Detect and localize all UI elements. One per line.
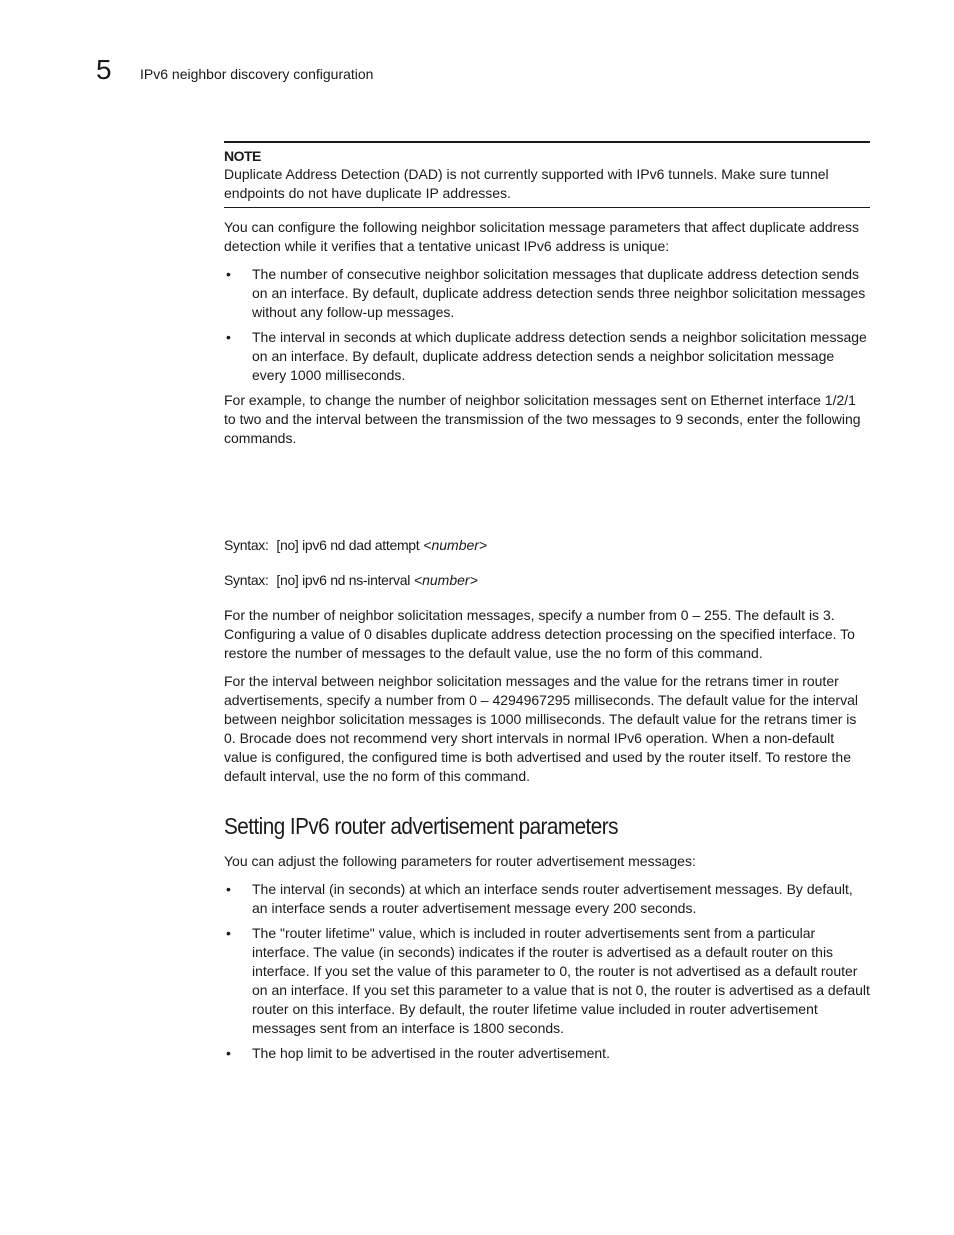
ra-parameter-list — [224, 880, 870, 1063]
bullet-icon: • — [226, 266, 231, 282]
page-content — [224, 141, 870, 1069]
note-label: NOTE — [224, 148, 261, 164]
section-intro: You can adjust the following parameters for router advertisement messages: — [224, 853, 696, 869]
bullet-icon: • — [226, 925, 231, 941]
chapter-title: IPv6 neighbor discovery configuration — [140, 66, 374, 82]
interval-description: For the interval between neighbor solicitation messages and the value for the retrans timer in router advertisements, specify a number from 0 – 4294967295 milliseconds. The default value for the interval between neighbor solicitation messages is 1000 milliseconds. The default value for the retrans timer is 0. Brocade does not recommend very short intervals in normal IPv6 operation. When a non-default value is configured, the configured time is both advertised and used by the router itself. To restore the default interval, use the no form of this command. — [224, 673, 858, 784]
example-paragraph: For example, to change the number of neighbor solicitation messages sent on Ethernet interface 1/2/1 to two and the interval between the transmission of the two messages to 9 seconds, enter the following commands. — [224, 392, 861, 446]
list-item: • The interval in seconds at which duplicate address detection sends a neighbor solicitation message on an interface. By default, duplicate address detection sends a neighbor solicitation message every 1000 milliseconds. — [226, 329, 867, 383]
chapter-number: 5 — [96, 54, 112, 85]
intro-paragraph: You can configure the following neighbor solicitation message parameters that affect duplicate address detection while it verifies that a tentative unicast IPv6 address is unique: — [224, 219, 860, 254]
bullet-icon: • — [226, 881, 231, 897]
bullet-icon: • — [226, 1045, 231, 1061]
note-box — [224, 141, 870, 208]
list-item: • The hop limit to be advertised in the router advertisement. — [226, 1045, 610, 1061]
note-text: Duplicate Address Detection (DAD) is not currently supported with IPv6 tunnels. Make sure tunnel endpoints do not have duplicate IP addresses. — [224, 166, 829, 201]
bullet-icon: • — [226, 329, 231, 345]
section-heading: Setting IPv6 router advertisement parameters — [224, 813, 618, 839]
number-description: For the number of neighbor solicitation messages, specify a number from 0 – 255. The default is 3. Configuring a value of 0 disables duplicate address detection processing on the specified interface. To restore the number of messages to the default value, use the no form of this command. — [224, 607, 855, 661]
list-item: • The number of consecutive neighbor solicitation messages that duplicate address detection sends on an interface. By default, duplicate address detection sends three neighbor solicitation messages without any follow-up messages. — [226, 266, 866, 320]
list-item: • The interval (in seconds) at which an interface sends router advertisement messages. By default, an interface sends a router advertisement message every 200 seconds. — [226, 881, 853, 916]
dad-parameter-list — [224, 265, 870, 385]
syntax-ns-interval: Syntax: [no] ipv6 nd ns-interval <number> — [224, 572, 478, 588]
list-item: • The "router lifetime" value, which is included in router advertisements sent from a particular interface. The value (in seconds) indicates if the router is advertised as a default router on this interface. If you set the value of this parameter to 0, the router is not advertised as a default router on an interface. If you set this parameter to a value that is not 0, the router is advertised as a default router on this interface. By default, the router lifetime value included in router advertisement messages sent from an interface is 1800 seconds. — [226, 925, 870, 1036]
spacer — [224, 457, 870, 536]
syntax-dad-attempt: Syntax: [no] ipv6 nd dad attempt <number> — [224, 537, 488, 553]
